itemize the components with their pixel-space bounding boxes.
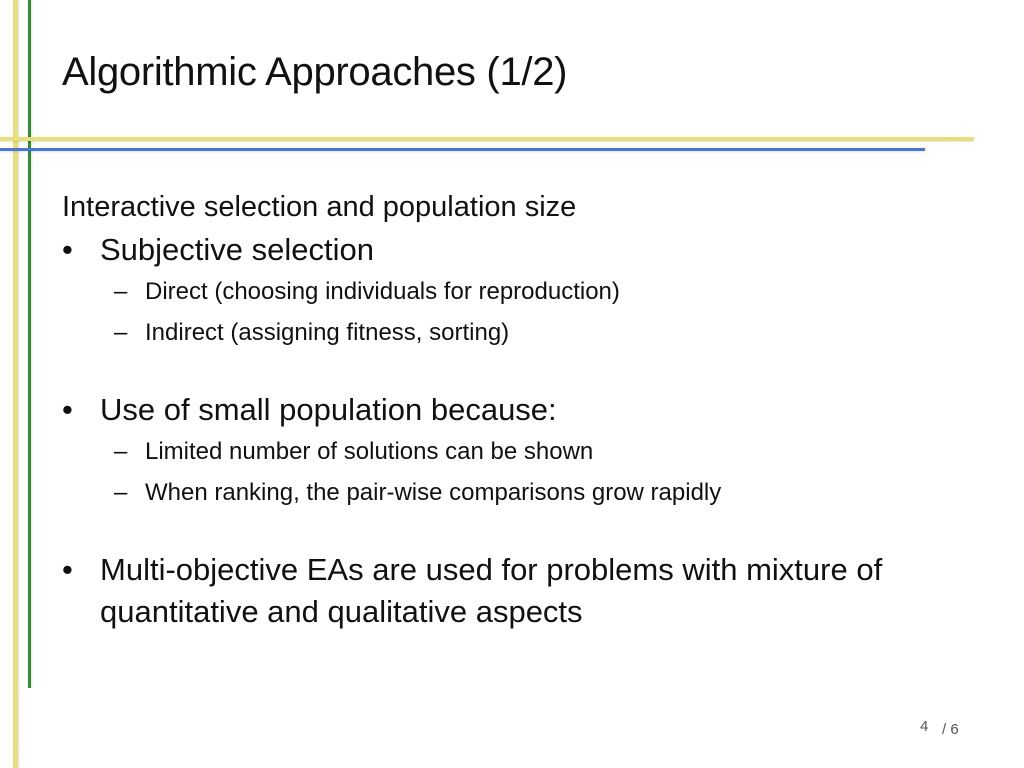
spacer — [62, 513, 982, 549]
sub-bullet-text: Indirect (assigning fitness, sorting) — [145, 319, 510, 346]
sub-bullet-item — [62, 431, 982, 472]
bullet-marker: • — [62, 392, 73, 427]
vertical-yellow-line — [13, 0, 18, 768]
slide-title: Algorithmic Approaches (1/2) — [62, 50, 568, 94]
sub-bullet-text: When ranking, the pair-wise comparisons grow rapidly — [145, 479, 722, 506]
sub-bullet-text: Direct (choosing individuals for reproduction) — [145, 278, 620, 305]
bullet-item — [62, 229, 982, 271]
sub-bullet-item — [62, 472, 982, 513]
bullet-item — [62, 549, 982, 633]
spacer — [62, 353, 982, 389]
page-number: 4 — [920, 718, 929, 735]
bullet-text: Multi-objective EAs are used for problems with mixture of quantitative and qualitative aspects — [100, 552, 883, 629]
bullet-group-3 — [62, 549, 982, 633]
sub-bullet-marker: – — [114, 479, 128, 506]
sub-bullet-marker: – — [114, 438, 128, 465]
lead-text: Interactive selection and population size — [62, 191, 577, 223]
horizontal-yellow-line — [0, 137, 974, 141]
sub-bullet-item — [62, 271, 982, 312]
page-total: / 6 — [942, 721, 959, 738]
bullet-group-2 — [62, 389, 982, 513]
bullet-item — [62, 389, 982, 431]
bullet-text: Subjective selection — [100, 232, 374, 267]
horizontal-blue-line — [0, 148, 925, 151]
sub-bullet-marker: – — [114, 319, 128, 346]
slide-content — [62, 185, 982, 633]
sub-bullet-marker: – — [114, 278, 128, 305]
bullet-text: Use of small population because: — [100, 392, 557, 427]
bullet-group-1 — [62, 229, 982, 353]
sub-bullet-text: Limited number of solutions can be shown — [145, 438, 594, 465]
bullet-marker: • — [62, 232, 73, 267]
bullet-marker: • — [62, 552, 73, 587]
sub-bullet-item — [62, 312, 982, 353]
vertical-green-line — [28, 0, 31, 688]
